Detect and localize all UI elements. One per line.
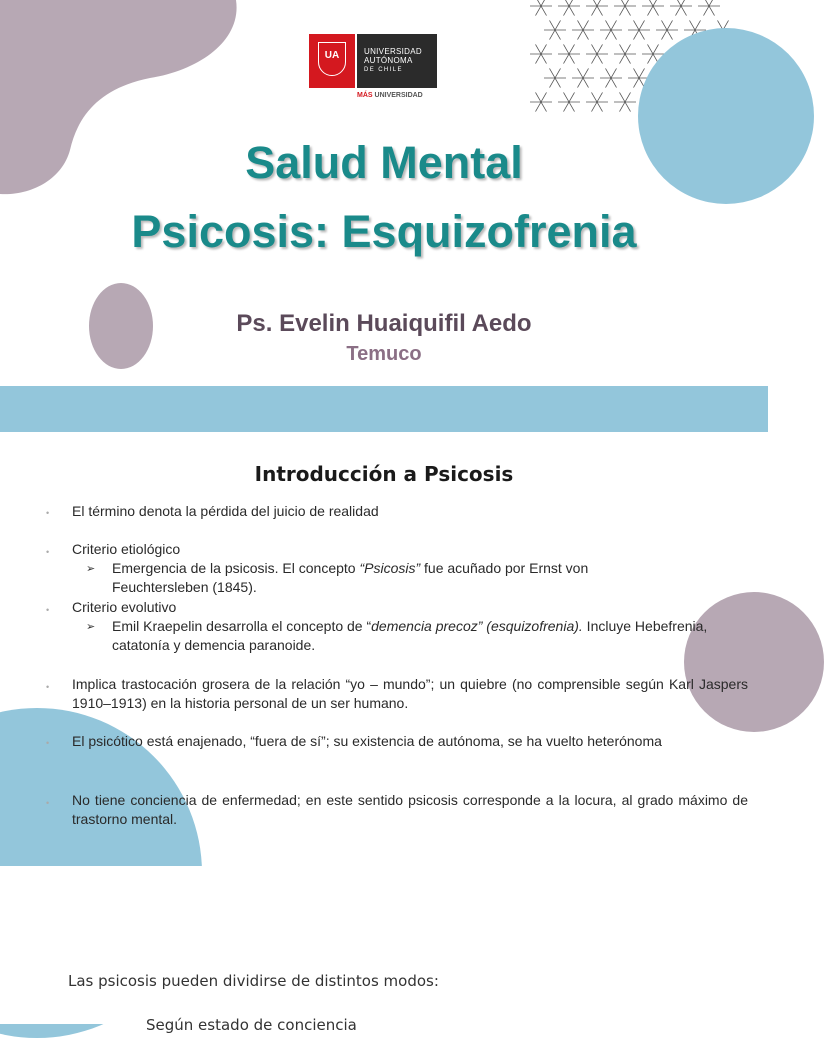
pattern-star-icon xyxy=(544,68,566,87)
blue-band xyxy=(0,386,768,432)
logo-tagline-rest: UNIVERSIDAD xyxy=(372,92,423,99)
intro-slide xyxy=(0,432,768,866)
pattern-star-icon xyxy=(558,44,580,63)
pattern-star-icon xyxy=(628,20,650,39)
sub-bullet-2 xyxy=(112,617,716,655)
sub-bullet-2-pre: Emil Kraepelin desarrolla el concepto de “ xyxy=(112,618,372,634)
classification-slide xyxy=(0,866,768,1034)
pattern-star-icon xyxy=(614,92,636,111)
bullet-dot: • xyxy=(46,508,50,518)
logo-wordmark xyxy=(357,34,437,88)
pattern-star-icon xyxy=(572,68,594,87)
classification-intro: Las psicosis pueden dividirse de distintos modos: xyxy=(68,972,439,990)
bullet-4: Implica trastocación grosera de la relación “yo – mundo”; un quiebre (no comprensible según Karl Jaspers 1910–1913) en la historia personal de un ser humano. xyxy=(72,676,748,711)
title-slide xyxy=(0,0,768,432)
sub-bullet-1-post: fue acuñado por Ernst von Feuchtersleben (1845). xyxy=(112,560,589,595)
classification-item-partial: Según estado de conciencia xyxy=(146,1016,357,1034)
bullet-2: Criterio etiológico xyxy=(72,541,181,557)
sub-bullet-1-em: “Psicosis” xyxy=(359,560,421,576)
pattern-star-icon xyxy=(544,20,566,39)
pattern-star-icon xyxy=(642,0,664,16)
bullet-1: El término denota la pérdida del juicio de realidad xyxy=(72,503,379,519)
logo-line-1: UNIVERSIDAD xyxy=(364,47,422,56)
arrow-bullet-icon: ➢ xyxy=(86,563,96,575)
pattern-star-icon xyxy=(530,92,552,111)
pattern-star-icon xyxy=(698,0,720,16)
sub-bullet-2-post: Incluye Hebefrenia, catatonía y demencia paranoide. xyxy=(112,618,708,653)
pattern-star-icon xyxy=(586,0,608,16)
title-line-2: Psicosis: Esquizofrenia xyxy=(131,206,637,257)
location: Temuco xyxy=(346,343,422,365)
pattern-star-icon xyxy=(586,44,608,63)
sub-bullet-1-pre: Emergencia de la psicosis. El concepto xyxy=(112,560,360,576)
bullet-6: No tiene conciencia de enfermedad; en este sentido psicosis corresponde a la locura, al grado máximo de trastorno mental. xyxy=(72,792,748,827)
slide-title: Introducción a Psicosis xyxy=(254,462,514,486)
title-line-1: Salud Mental xyxy=(245,137,523,188)
pattern-star-icon xyxy=(558,0,580,16)
logo-tagline-red: MÁS xyxy=(357,92,373,99)
university-logo xyxy=(309,34,439,102)
bullet-dot: • xyxy=(46,682,50,692)
pattern-star-icon xyxy=(670,0,692,16)
logo-badge-text: UA xyxy=(324,50,340,61)
bullet-dot: • xyxy=(46,547,50,557)
arrow-bullet-icon: ➢ xyxy=(86,621,96,633)
logo-badge xyxy=(309,34,355,88)
pattern-star-icon xyxy=(572,20,594,39)
bullet-dot: • xyxy=(46,605,50,615)
bullet-dot: • xyxy=(46,738,50,748)
bullet-5: El psicótico está enajenado, “fuera de sí”; su existencia de autónoma, se ha vuelto heterónoma xyxy=(72,733,662,749)
logo-line-3: DE CHILE xyxy=(364,67,403,73)
author-name: Ps. Evelin Huaiquifil Aedo xyxy=(236,310,532,337)
sub-bullet-1 xyxy=(112,559,672,597)
pattern-star-icon xyxy=(600,68,622,87)
pattern-star-icon xyxy=(614,0,636,16)
pattern-star-icon xyxy=(586,92,608,111)
pattern-star-icon xyxy=(600,20,622,39)
bullet-3: Criterio evolutivo xyxy=(72,599,177,615)
pattern-star-icon xyxy=(656,20,678,39)
logo-line-2: AUTÓNOMA xyxy=(364,56,413,65)
bullet-dot: • xyxy=(46,798,50,808)
pattern-star-icon xyxy=(530,0,552,16)
logo-tagline xyxy=(357,92,423,99)
pattern-star-icon xyxy=(558,92,580,111)
pattern-star-icon xyxy=(530,44,552,63)
sub-bullet-2-em: demencia precoz” (esquizofrenia). xyxy=(371,618,583,634)
pattern-star-icon xyxy=(614,44,636,63)
